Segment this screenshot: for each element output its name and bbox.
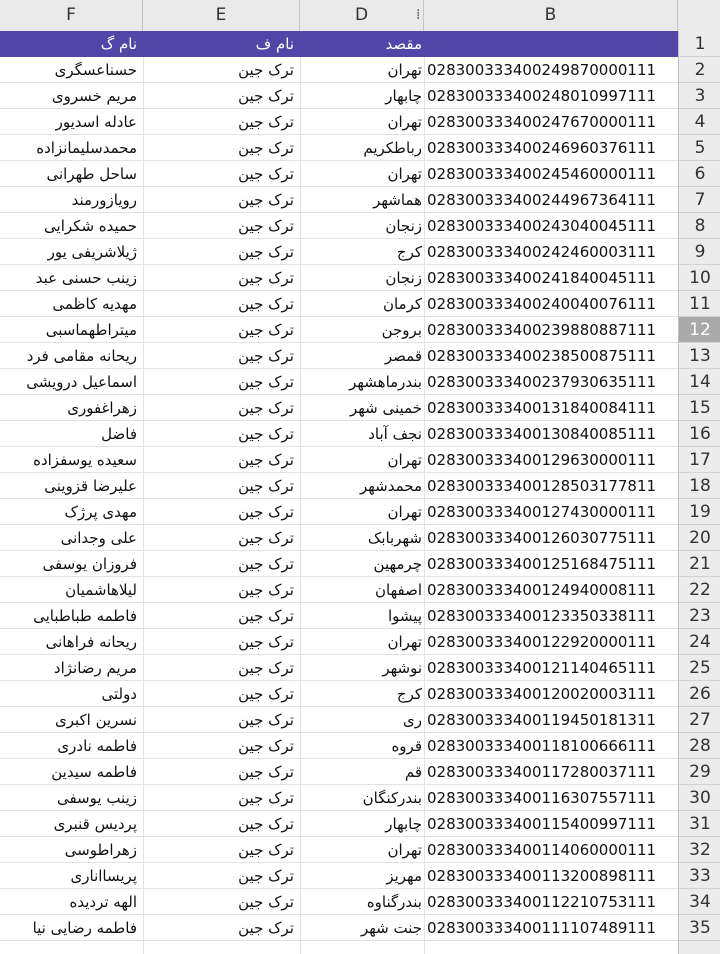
destination-cell[interactable]: خمینی شهر — [349, 399, 422, 417]
table-row — [0, 395, 678, 421]
name-cell[interactable]: ژیلاشریفی یور — [47, 243, 137, 261]
code-cell[interactable]: 028300333400117280037111 — [427, 763, 657, 781]
column-resize-handle-icon[interactable]: ⁞ — [416, 7, 421, 23]
name-cell[interactable]: حمیده شکرایی — [44, 217, 137, 235]
surname-cell[interactable]: ترک جین — [238, 867, 294, 885]
row-number[interactable]: 29 — [679, 759, 720, 785]
row-number[interactable]: 16 — [679, 421, 720, 447]
surname-cell[interactable]: ترک جین — [238, 191, 294, 209]
destination-cell[interactable]: تهران — [387, 165, 422, 183]
destination-cell[interactable]: زنجان — [385, 269, 422, 287]
destination-cell[interactable]: بروجن — [381, 321, 422, 339]
name-cell[interactable]: فاطمه طباطبایی — [33, 607, 137, 625]
name-cell[interactable]: پریساانارى — [70, 867, 137, 885]
row-number[interactable]: 11 — [679, 291, 720, 317]
row-number[interactable]: 18 — [679, 473, 720, 499]
table-row — [0, 551, 678, 577]
header-cell-f[interactable]: نام گ — [100, 35, 137, 53]
table-row — [0, 759, 678, 785]
row-number[interactable]: 25 — [679, 655, 720, 681]
table-row — [0, 213, 678, 239]
surname-cell[interactable]: ترک جین — [238, 113, 294, 131]
surname-cell[interactable]: ترک جین — [238, 711, 294, 729]
name-cell[interactable]: محمدسلیمانزاده — [36, 139, 137, 157]
code-cell[interactable]: 028300333400240040076111 — [427, 295, 657, 313]
code-cell[interactable]: 028300333400237930635111 — [427, 373, 657, 391]
destination-cell[interactable]: زنجان — [385, 217, 422, 235]
table-row — [0, 785, 678, 811]
code-cell[interactable]: 028300333400129630000111 — [427, 451, 657, 469]
name-cell[interactable]: علی وجدانی — [60, 529, 137, 547]
name-cell[interactable]: عادله اسدیور — [55, 113, 137, 131]
surname-cell[interactable]: ترک جین — [238, 763, 294, 781]
destination-cell[interactable]: نوشهر — [382, 659, 422, 677]
name-cell[interactable]: فاطمه رضایی نیا — [32, 919, 137, 937]
surname-cell[interactable]: ترک جین — [238, 815, 294, 833]
destination-cell[interactable]: پیشوا — [388, 607, 422, 625]
surname-cell[interactable]: ترک جین — [238, 269, 294, 287]
row-number-bar — [678, 31, 720, 954]
table-row — [0, 499, 678, 525]
surname-cell[interactable]: ترک جین — [238, 503, 294, 521]
row-number[interactable]: 34 — [679, 889, 720, 915]
destination-cell[interactable]: ری — [403, 711, 422, 729]
destination-cell[interactable]: تهران — [387, 451, 422, 469]
destination-cell[interactable]: قم — [404, 763, 422, 781]
code-cell[interactable]: 028300333400243040045111 — [427, 217, 657, 235]
destination-cell[interactable]: تهران — [387, 113, 422, 131]
code-cell[interactable]: 028300333400114060000111 — [427, 841, 657, 859]
surname-cell[interactable]: ترک جین — [238, 841, 294, 859]
name-cell[interactable]: مهدیه کاظمی — [52, 295, 137, 313]
name-cell[interactable]: زینب حسنی عبد — [35, 269, 137, 287]
select-all-corner[interactable] — [678, 0, 720, 31]
destination-cell[interactable]: تهران — [387, 61, 422, 79]
row-number[interactable]: 12 — [679, 317, 720, 343]
row-number[interactable]: 35 — [679, 915, 720, 941]
name-cell[interactable]: فروزان یوسفی — [42, 555, 137, 573]
row-number[interactable]: 32 — [679, 837, 720, 863]
table-row — [0, 811, 678, 837]
table-row — [0, 135, 678, 161]
destination-cell[interactable]: چابهار — [385, 815, 422, 833]
surname-cell[interactable]: ترک جین — [238, 451, 294, 469]
row-number[interactable]: 26 — [679, 681, 720, 707]
destination-cell[interactable]: هماشهر — [373, 191, 422, 209]
name-cell[interactable]: پردیس قنبری — [53, 815, 137, 833]
surname-cell[interactable]: ترک جین — [238, 633, 294, 651]
surname-cell[interactable]: ترک جین — [238, 87, 294, 105]
surname-cell[interactable]: ترک جین — [238, 607, 294, 625]
name-cell[interactable]: حسناعسگری — [54, 61, 137, 79]
code-cell[interactable]: 028300333400123350338111 — [427, 607, 657, 625]
code-cell[interactable]: 028300333400246960376111 — [427, 139, 657, 157]
table-row — [0, 733, 678, 759]
surname-cell[interactable]: ترک جین — [238, 919, 294, 937]
table-row — [0, 837, 678, 863]
row-number[interactable]: 5 — [679, 135, 720, 161]
destination-cell[interactable]: تهران — [387, 841, 422, 859]
destination-cell[interactable]: بندرماهشهر — [349, 373, 422, 391]
name-cell[interactable]: زینب یوسفی — [56, 789, 137, 807]
code-cell[interactable]: 028300333400242460003111 — [427, 243, 657, 261]
row-number[interactable]: 2 — [679, 57, 720, 83]
column-header-e[interactable]: E — [143, 0, 300, 31]
row-number[interactable]: 33 — [679, 863, 720, 889]
destination-cell[interactable]: شهربابک — [367, 529, 422, 547]
row-number[interactable]: 4 — [679, 109, 720, 135]
row-number[interactable]: 30 — [679, 785, 720, 811]
destination-cell[interactable]: قمصر — [384, 347, 422, 365]
table-row — [0, 681, 678, 707]
destination-cell[interactable]: رباطکریم — [363, 139, 422, 157]
surname-cell[interactable]: ترک جین — [238, 893, 294, 911]
name-cell[interactable]: الهه تردیده — [69, 893, 137, 911]
table-row — [0, 421, 678, 447]
surname-cell[interactable]: ترک جین — [238, 243, 294, 261]
table-row — [0, 889, 678, 915]
name-cell[interactable]: فاطمه نادری — [57, 737, 137, 755]
table-row — [0, 291, 678, 317]
code-cell[interactable]: 028300333400131840084111 — [427, 399, 657, 417]
surname-cell[interactable]: ترک جین — [238, 321, 294, 339]
row-number[interactable]: 10 — [679, 265, 720, 291]
destination-cell[interactable]: تهران — [387, 503, 422, 521]
destination-cell[interactable]: کرج — [396, 685, 422, 703]
row-number[interactable]: 19 — [679, 499, 720, 525]
code-cell[interactable]: 028300333400124940008111 — [427, 581, 657, 599]
surname-cell[interactable]: ترک جین — [238, 477, 294, 495]
header-cell-b[interactable] — [424, 31, 678, 57]
row-number[interactable]: 8 — [679, 213, 720, 239]
name-cell[interactable]: ریحانه مقامی فرد — [26, 347, 137, 365]
surname-cell[interactable]: ترک جین — [238, 737, 294, 755]
table-row — [0, 525, 678, 551]
code-cell[interactable]: 028300333400120020003111 — [427, 685, 657, 703]
code-cell[interactable]: 028300333400115400997111 — [427, 815, 657, 833]
table-row — [0, 655, 678, 681]
column-header-bar — [0, 0, 720, 32]
name-cell[interactable]: علیرضا قزوینی — [44, 477, 137, 495]
name-cell[interactable]: سعیده یوسفزاده — [33, 451, 137, 469]
name-cell[interactable]: زهراطوسی — [64, 841, 137, 859]
destination-cell[interactable]: چابهار — [385, 87, 422, 105]
column-header-d[interactable]: D — [300, 0, 424, 31]
surname-cell[interactable]: ترک جین — [238, 165, 294, 183]
row-number[interactable]: 1 — [679, 31, 720, 57]
row-number[interactable]: 3 — [679, 83, 720, 109]
destination-cell[interactable]: چرمهین — [373, 555, 422, 573]
row-number[interactable]: 24 — [679, 629, 720, 655]
row-number[interactable]: 20 — [679, 525, 720, 551]
surname-cell[interactable]: ترک جین — [238, 399, 294, 417]
code-cell[interactable]: 028300333400118100666111 — [427, 737, 657, 755]
table-row — [0, 707, 678, 733]
code-cell[interactable]: 028300333400127430000111 — [427, 503, 657, 521]
code-cell[interactable]: 028300333400239880887111 — [427, 321, 657, 339]
header-row — [0, 31, 678, 57]
table-row — [0, 863, 678, 889]
row-number[interactable]: 17 — [679, 447, 720, 473]
row-number[interactable]: 22 — [679, 577, 720, 603]
surname-cell[interactable]: ترک جین — [238, 659, 294, 677]
table-row — [0, 317, 678, 343]
table-row — [0, 161, 678, 187]
name-cell[interactable]: فاضل — [101, 425, 137, 443]
name-cell[interactable]: مهدی پرژک — [64, 503, 137, 521]
name-cell[interactable]: مریم خسروی — [51, 87, 137, 105]
table-row — [0, 109, 678, 135]
surname-cell[interactable]: ترک جین — [238, 373, 294, 391]
name-cell[interactable]: اسماعیل درویشی — [26, 373, 137, 391]
code-cell[interactable]: 028300333400247670000111 — [427, 113, 657, 131]
row-number[interactable]: 13 — [679, 343, 720, 369]
table-row — [0, 473, 678, 499]
surname-cell[interactable]: ترک جین — [238, 425, 294, 443]
row-number[interactable]: 28 — [679, 733, 720, 759]
destination-cell[interactable]: تهران — [387, 633, 422, 651]
destination-cell[interactable]: کرمان — [382, 295, 422, 313]
destination-cell[interactable]: محمدشهر — [359, 477, 422, 495]
name-cell[interactable]: ریحانه فراهانی — [45, 633, 137, 651]
name-cell[interactable]: لیلاهاشمیان — [65, 581, 137, 599]
code-cell[interactable]: 028300333400238500875111 — [427, 347, 657, 365]
row-number[interactable]: 6 — [679, 161, 720, 187]
code-cell[interactable]: 028300333400112210753111 — [427, 893, 657, 911]
code-cell[interactable]: 028300333400121140465111 — [427, 659, 657, 677]
surname-cell[interactable]: ترک جین — [238, 295, 294, 313]
code-cell[interactable]: 028300333400111107489111 — [427, 919, 657, 937]
table-row — [0, 187, 678, 213]
row-number[interactable]: 31 — [679, 811, 720, 837]
table-row — [0, 343, 678, 369]
destination-cell[interactable]: جنت شهر — [360, 919, 422, 937]
surname-cell[interactable]: ترک جین — [238, 789, 294, 807]
code-cell[interactable]: 028300333400249870000111 — [427, 61, 657, 79]
row-number[interactable]: 14 — [679, 369, 720, 395]
code-cell[interactable]: 028300333400116307557111 — [427, 789, 657, 807]
code-cell[interactable]: 028300333400248010997111 — [427, 87, 657, 105]
destination-cell[interactable]: مهریز — [386, 867, 422, 885]
row-number[interactable]: 15 — [679, 395, 720, 421]
name-cell[interactable]: نسرین اکبری — [54, 711, 137, 729]
code-cell[interactable]: 028300333400126030775111 — [427, 529, 657, 547]
destination-cell[interactable]: بندرکنگان — [362, 789, 422, 807]
surname-cell[interactable]: ترک جین — [238, 581, 294, 599]
row-number[interactable]: 23 — [679, 603, 720, 629]
code-cell[interactable]: 028300333400122920000111 — [427, 633, 657, 651]
code-cell[interactable]: 028300333400245460000111 — [427, 165, 657, 183]
destination-cell[interactable]: بندرگناوه — [366, 893, 422, 911]
code-cell[interactable]: 028300333400119450181311 — [427, 711, 657, 729]
name-cell[interactable]: میتراطهماسبی — [45, 321, 137, 339]
surname-cell[interactable]: ترک جین — [238, 347, 294, 365]
name-cell[interactable]: زهراغفوری — [67, 399, 137, 417]
header-cell-e[interactable]: نام ف — [255, 35, 294, 53]
surname-cell[interactable]: ترک جین — [238, 529, 294, 547]
code-cell[interactable]: 028300333400244967364111 — [427, 191, 657, 209]
row-number[interactable]: 7 — [679, 187, 720, 213]
header-cell-d[interactable]: مقصد — [385, 35, 422, 53]
table-row — [0, 603, 678, 629]
code-cell[interactable]: 028300333400125168475111 — [427, 555, 657, 573]
name-cell[interactable]: ساحل طهرانی — [46, 165, 137, 183]
destination-cell[interactable]: کرج — [396, 243, 422, 261]
table-row — [0, 447, 678, 473]
table-row — [0, 265, 678, 291]
code-cell[interactable]: 028300333400241840045111 — [427, 269, 657, 287]
surname-cell[interactable]: ترک جین — [238, 685, 294, 703]
surname-cell[interactable]: ترک جین — [238, 61, 294, 79]
code-cell[interactable]: 028300333400113200898111 — [427, 867, 657, 885]
name-cell[interactable]: مریم رضانژاد — [53, 659, 137, 677]
row-number[interactable]: 21 — [679, 551, 720, 577]
name-cell[interactable]: رویازورمند — [71, 191, 137, 209]
table-row — [0, 915, 678, 941]
surname-cell[interactable]: ترک جین — [238, 139, 294, 157]
table-row — [0, 577, 678, 603]
code-cell[interactable]: 028300333400128503177811 — [427, 477, 657, 495]
surname-cell[interactable]: ترک جین — [238, 555, 294, 573]
name-cell[interactable]: دولتی — [101, 685, 137, 703]
destination-cell[interactable]: نجف آباد — [368, 425, 422, 443]
table-row — [0, 83, 678, 109]
table-row — [0, 239, 678, 265]
surname-cell[interactable]: ترک جین — [238, 217, 294, 235]
destination-cell[interactable]: اصفهان — [375, 581, 422, 599]
name-cell[interactable]: فاطمه سیدین — [51, 763, 137, 781]
table-row — [0, 57, 678, 83]
code-cell[interactable]: 028300333400130840085111 — [427, 425, 657, 443]
table-row — [0, 369, 678, 395]
destination-cell[interactable]: قروه — [391, 737, 422, 755]
column-header-b[interactable]: B — [424, 0, 678, 31]
row-number[interactable]: 27 — [679, 707, 720, 733]
table-row — [0, 629, 678, 655]
row-number[interactable]: 9 — [679, 239, 720, 265]
column-header-f[interactable]: F — [0, 0, 143, 31]
